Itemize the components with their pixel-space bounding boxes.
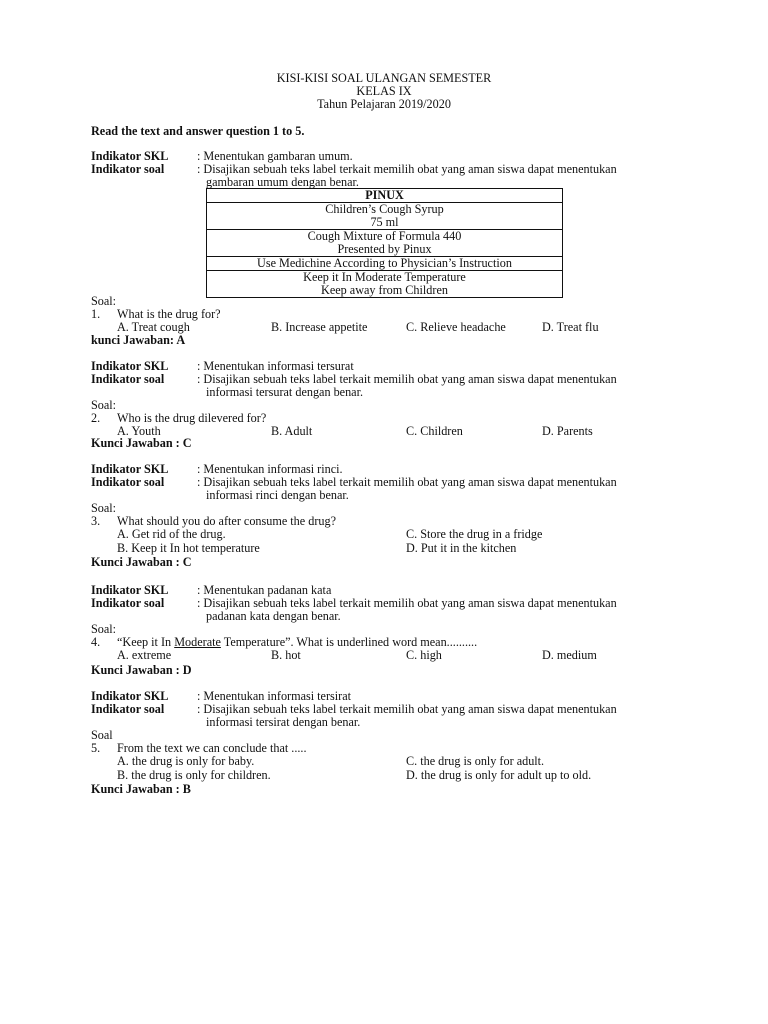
indikator-soal-label: Indikator soal (91, 162, 165, 176)
indikator-soal-text: : Disajikan sebuah teks label terkait memilih obat yang aman siswa dapat menentukan (197, 475, 617, 489)
product-label-row: Children’s Cough Syrup (325, 202, 444, 216)
indikator-soal-label: Indikator soal (91, 596, 165, 610)
indikator-skl-label: Indikator SKL (91, 689, 169, 703)
product-label-box (206, 188, 563, 298)
option-a: A. Youth (117, 424, 161, 438)
product-label-row: PINUX (207, 189, 562, 203)
indikator-skl-text: : Menentukan informasi rinci. (197, 462, 343, 476)
indikator-soal-text: : Disajikan sebuah teks label terkait memilih obat yang aman siswa dapat menentukan (197, 596, 617, 610)
indikator-skl-text: : Menentukan informasi tersurat (197, 359, 354, 373)
instruction: Read the text and answer question 1 to 5. (91, 124, 305, 138)
answer-key: Kunci Jawaban : B (91, 782, 191, 796)
indikator-soal-text: : Disajikan sebuah teks label terkait memilih obat yang aman siswa dapat menentukan (197, 162, 617, 176)
option-d: D. Treat flu (542, 320, 599, 334)
answer-key: Kunci Jawaban : C (91, 555, 192, 569)
question-number: 3. (91, 514, 101, 528)
option-b: B. Keep it In hot temperature (117, 541, 260, 555)
soal-label: Soal: (91, 294, 117, 308)
answer-key: Kunci Jawaban : C (91, 436, 192, 450)
indikator-skl-label: Indikator SKL (91, 359, 169, 373)
indikator-soal-text-cont: padanan kata dengan benar. (206, 609, 341, 623)
product-label-row: Keep it In Moderate Temperature (303, 270, 466, 284)
product-label-row: Keep away from Children (207, 284, 562, 298)
indikator-skl-label: Indikator SKL (91, 462, 169, 476)
question-number: 4. (91, 635, 101, 649)
doc-class: KELAS IX (356, 84, 412, 98)
indikator-soal-text-cont: gambaran umum dengan benar. (206, 175, 359, 189)
product-label-row: Cough Mixture of Formula 440 (307, 229, 462, 243)
option-a: A. Get rid of the drug. (117, 527, 226, 541)
question-number: 5. (91, 741, 101, 755)
option-c: C. the drug is only for adult. (406, 754, 545, 768)
indikator-soal-text-cont: informasi tersirat dengan benar. (206, 715, 361, 729)
product-label-row: Presented by Pinux (207, 243, 562, 257)
soal-label: Soal: (91, 501, 117, 515)
question-text: What should you do after consume the drug? (117, 514, 336, 528)
option-d: D. Put it in the kitchen (406, 541, 517, 555)
indikator-skl-label: Indikator SKL (91, 583, 169, 597)
indikator-skl-text: : Menentukan informasi tersirat (197, 689, 351, 703)
indikator-skl-text: : Menentukan gambaran umum. (197, 149, 353, 163)
question-text-start: “Keep it In (117, 635, 175, 649)
indikator-soal-text-cont: informasi tersurat dengan benar. (206, 385, 364, 399)
option-d: D. the drug is only for adult up to old. (406, 768, 592, 782)
option-a: A. the drug is only for baby. (117, 754, 255, 768)
question-number: 1. (91, 307, 101, 321)
option-b: B. hot (271, 648, 301, 662)
indikator-skl-text: : Menentukan padanan kata (197, 583, 332, 597)
answer-key: Kunci Jawaban : D (91, 663, 192, 677)
soal-label: Soal: (91, 398, 117, 412)
option-c: C. high (406, 648, 442, 662)
option-a: A. Treat cough (117, 320, 190, 334)
indikator-soal-label: Indikator soal (91, 702, 165, 716)
option-d: D. medium (542, 648, 597, 662)
underlined-word: Moderate (174, 635, 221, 649)
indikator-soal-text: : Disajikan sebuah teks label terkait memilih obat yang aman siswa dapat menentukan (197, 372, 617, 386)
indikator-soal-text: : Disajikan sebuah teks label terkait memilih obat yang aman siswa dapat menentukan (197, 702, 617, 716)
doc-year: Tahun Pelajaran 2019/2020 (317, 97, 451, 111)
option-a: A. extreme (117, 648, 172, 662)
answer-key: kunci Jawaban: A (91, 333, 186, 347)
indikator-soal-text-cont: informasi rinci dengan benar. (206, 488, 349, 502)
indikator-skl-label: Indikator SKL (91, 149, 169, 163)
option-c: C. Relieve headache (406, 320, 506, 334)
option-b: B. Adult (271, 424, 313, 438)
question-text: From the text we can conclude that ..... (117, 741, 307, 755)
question-text: Who is the drug dilevered for? (117, 411, 267, 425)
product-label-row: Use Medichine According to Physician’s Instruction (207, 257, 562, 271)
doc-title: KISI-KISI SOAL ULANGAN SEMESTER (276, 71, 492, 85)
option-c: C. Store the drug in a fridge (406, 527, 543, 541)
option-d: D. Parents (542, 424, 593, 438)
question-number: 2. (91, 411, 101, 425)
soal-label: Soal (91, 728, 113, 742)
question-text-end: Temperature”. What is underlined word mean.......... (220, 635, 478, 649)
option-c: C. Children (406, 424, 463, 438)
option-b: B. Increase appetite (271, 320, 368, 334)
indikator-soal-label: Indikator soal (91, 372, 165, 386)
product-label-row: 75 ml (207, 216, 562, 230)
question-text: What is the drug for? (117, 307, 221, 321)
indikator-soal-label: Indikator soal (91, 475, 165, 489)
option-b: B. the drug is only for children. (117, 768, 271, 782)
soal-label: Soal: (91, 622, 117, 636)
